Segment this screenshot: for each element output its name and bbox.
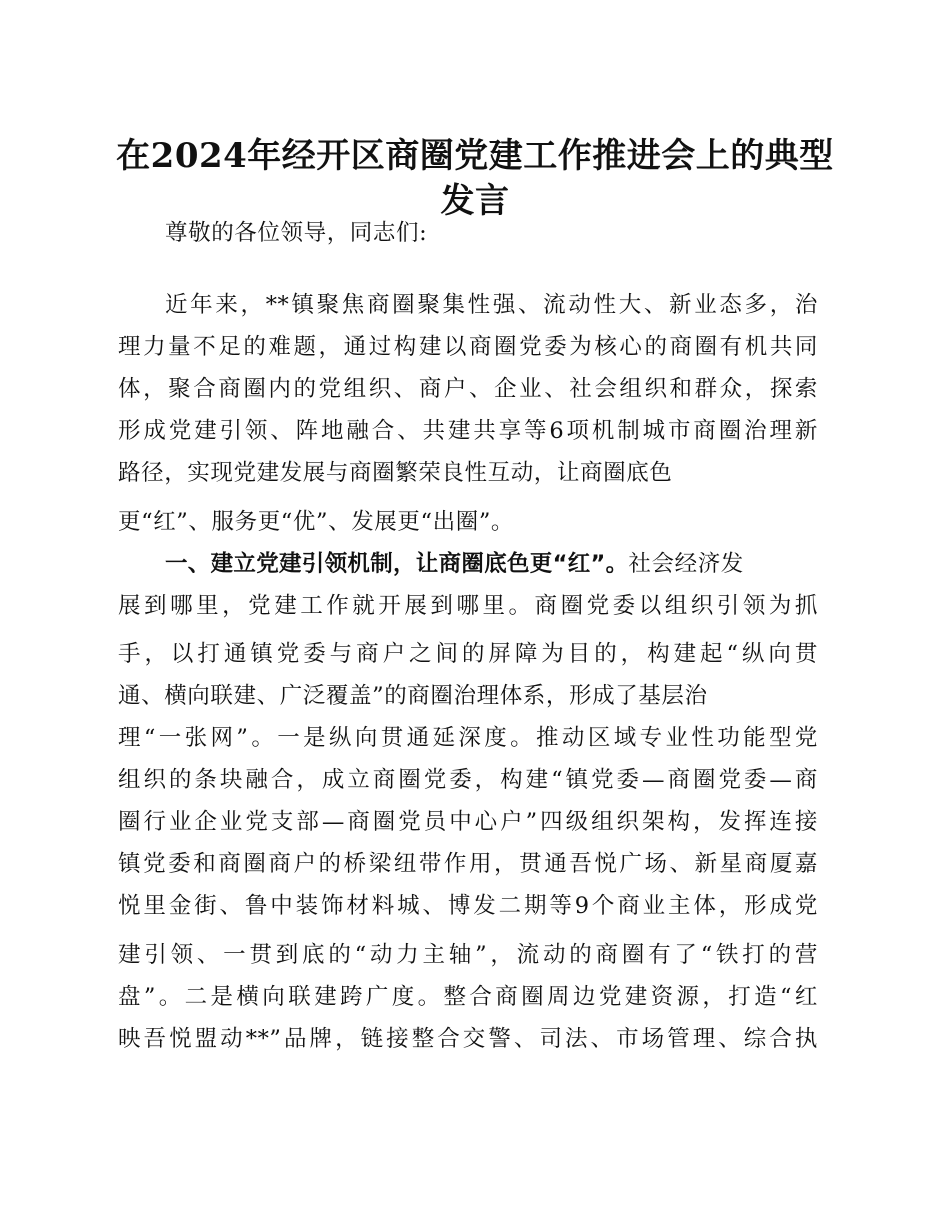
section-1-line-11: 盘”。二是横向联建跨广度。整合商圈周边党建资源，打造“红	[118, 984, 818, 1010]
section-1-line-2: 展到哪里，党建工作就开展到哪里。商圈党委以组织引领为抓	[118, 593, 818, 619]
paragraph-1-line-2: 理力量不足的难题，通过构建以商圈党委为核心的商圈有机共同	[118, 334, 818, 360]
section-1-first-line-rest: 社会经济发	[628, 551, 744, 577]
section-1-heading: 一、建立党建引领机制，让商圈底色更“红”。	[165, 551, 629, 577]
section-1-line-12: 映吾悦盟动**”品牌，链接整合交警、司法、市场管理、综合执	[118, 1026, 818, 1052]
section-1-line-10: 建引领、一贯到底的“动力主轴”，流动的商圈有了“铁打的营	[118, 942, 818, 968]
paragraph-1-line-6: 更“红”、服务更“优”、发展更“出圈”。	[118, 509, 515, 535]
section-1-line-9: 悦里金街、鲁中装饰材料城、博发二期等9个商业主体，形成党	[118, 893, 818, 919]
paragraph-1-line-4: 形成党建引领、阵地融合、共建共享等6项机制城市商圈治理新	[118, 418, 818, 444]
section-1-first-line	[165, 542, 818, 586]
section-1-line-8: 镇党委和商圈商户的桥梁纽带作用，贯通吾悦广场、新星商厦嘉	[118, 851, 818, 877]
section-1-line-7: 圈行业企业党支部—商圈党员中心户”四级组织架构，发挥连接	[118, 809, 818, 835]
salutation: 尊敬的各位领导，同志们:	[165, 220, 428, 246]
section-1-line-5: 理“一张网”。一是纵向贯通延深度。推动区域专业性功能型党	[118, 725, 818, 751]
document-title-line-1: 在2024年经开区商圈党建工作推进会上的典型	[116, 136, 834, 176]
section-1-line-3: 手，以打通镇党委与商户之间的屏障为目的，构建起“纵向贯	[118, 641, 818, 667]
paragraph-1-line-3: 体，聚合商圈内的党组织、商户、企业、社会组织和群众，探索	[118, 376, 818, 402]
section-1-line-4: 通、横向联建、广泛覆盖”的商圈治理体系，形成了基层治	[118, 683, 708, 709]
document-title-line-2: 发言	[440, 181, 510, 221]
paragraph-1-line-1: 近年来，**镇聚焦商圈聚集性强、流动性大、新业态多，治	[165, 292, 818, 318]
paragraph-1-line-5: 路径，实现党建发展与商圈繁荣良性互动，让商圈底色	[118, 460, 673, 486]
section-1-line-6: 组织的条块融合，成立商圈党委，构建“镇党委—商圈党委—商	[118, 767, 818, 793]
